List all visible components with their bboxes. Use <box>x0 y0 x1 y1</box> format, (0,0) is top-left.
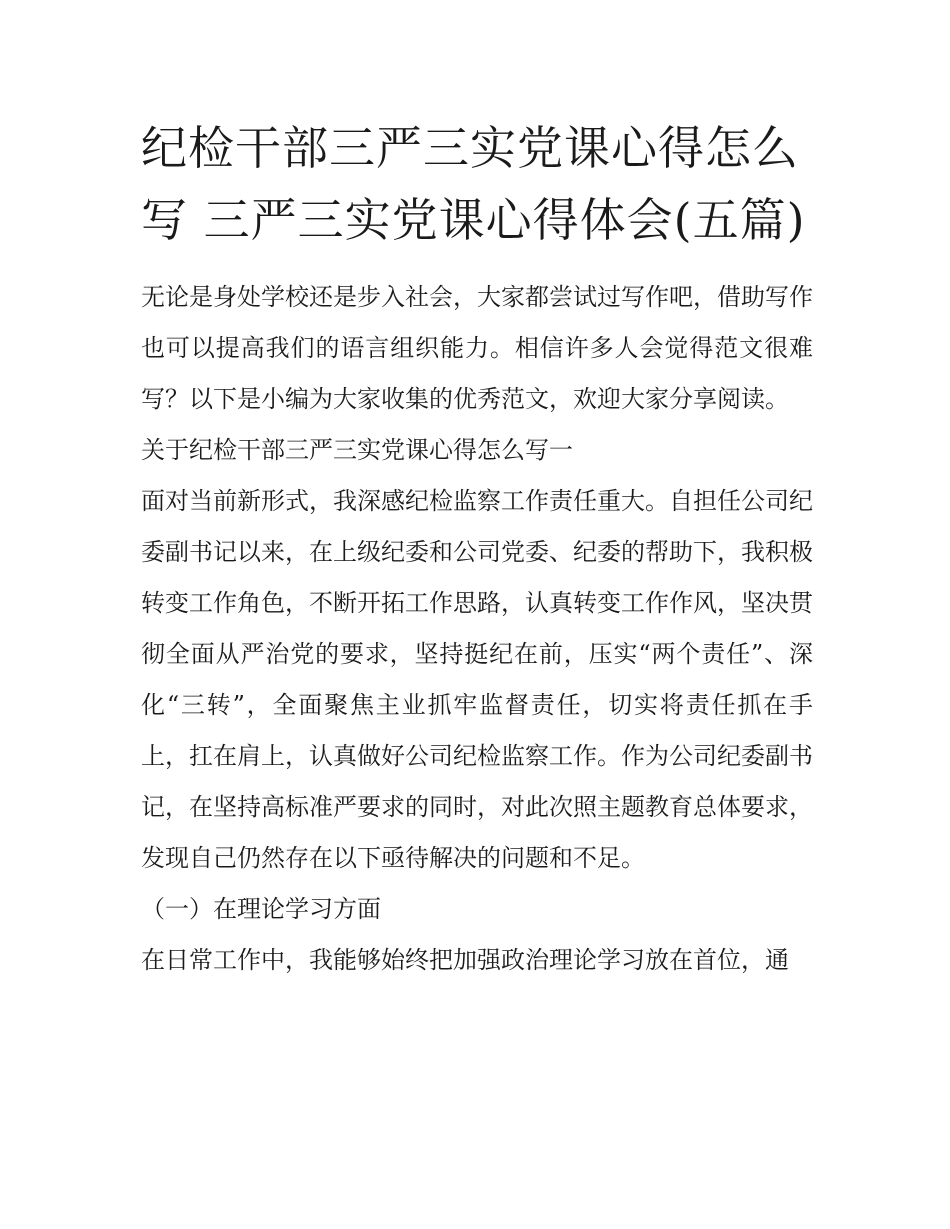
section-title: 关于纪检干部三严三实党课心得怎么写一 <box>141 436 573 464</box>
document-page <box>141 112 813 986</box>
subheading-theory-study: （一）在理论学习方面 <box>141 895 381 923</box>
body-paragraph: 面对当前新形式，我深感纪检监察工作责任重大。自担任公司纪委副书记以来，在上级纪委和公司党委、纪委的帮助下，我积极转变工作角色，不断开拓工作思路，认真转变工作作风，坚决贯彻全面从严治党的要求，坚持挺纪在前，压实“两个责任”、深化“三转”，全面聚焦主业抓牢监督责任，切实将责任抓在手上，扛在肩上，认真做好公司纪检监察工作。作为公司纪委副书记，在坚持高标准严要求的同时，对此次照主题教育总体要求，发现自己仍然存在以下亟待解决的问题和不足。 <box>141 487 813 872</box>
intro-paragraph: 无论是身处学校还是步入社会，大家都尝试过写作吧，借助写作也可以提高我们的语言组织能力。相信许多人会觉得范文很难写？以下是小编为大家收集的优秀范文，欢迎大家分享阅读。 <box>141 283 813 413</box>
last-paragraph: 在日常工作中，我能够始终把加强政治理论学习放在首位，通 <box>141 946 789 974</box>
document-title: 纪检干部三严三实党课心得怎么写 三严三实党课心得体会(五篇) <box>141 121 806 247</box>
